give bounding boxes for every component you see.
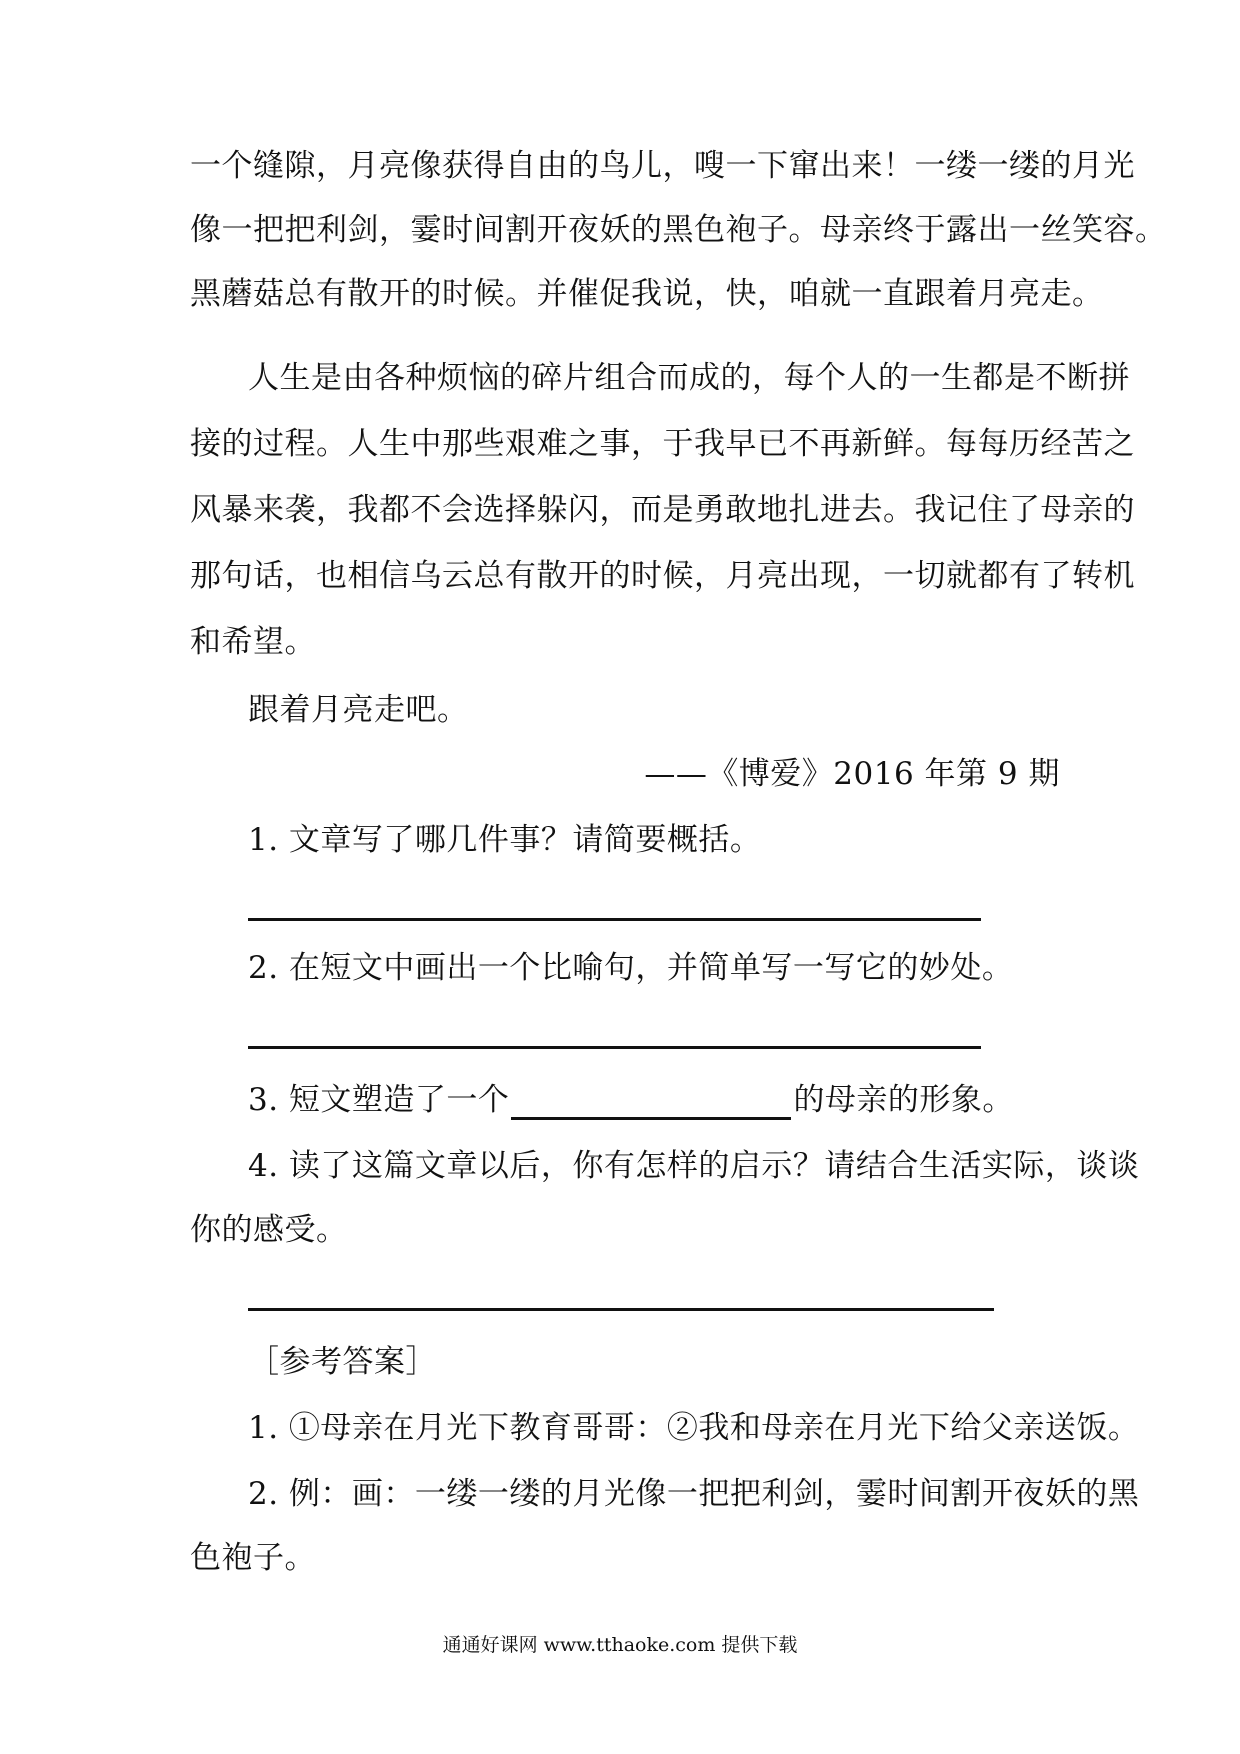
answer-2-line2: 色袍子。 (190, 1540, 316, 1576)
question-3-before: 3. 短文塑造了一个 (248, 1082, 510, 1118)
paragraph2-line5: 和希望。 (190, 624, 316, 660)
question-2: 2. 在短文中画出一个比喻句，并简单写一写它的妙处。 (248, 950, 1014, 986)
answer-blank-q3[interactable] (511, 1087, 791, 1120)
answer-1: 1. ①母亲在月光下教育哥哥：②我和母亲在月光下给父亲送饭。 (248, 1410, 1140, 1446)
answer-line-q1[interactable] (248, 918, 981, 921)
source-citation: ——《博爱》2016 年第 9 期 (644, 756, 1060, 792)
answer-line-q2[interactable] (248, 1046, 981, 1049)
paragraph1-line3: 黑蘑菇总有散开的时候。并催促我说，快，咱就一直跟着月亮走。 (190, 276, 1104, 312)
paragraph2-line3: 风暴来袭，我都不会选择躲闪，而是勇敢地扎进去。我记住了母亲的 (190, 492, 1135, 528)
page-footer: 通通好课网 www.tthaoke.com 提供下载 (442, 1634, 798, 1656)
paragraph2-line1: 人生是由各种烦恼的碎片组合而成的，每个人的一生都是不断拼 (248, 360, 1130, 396)
answers-heading: ［参考答案］ (248, 1344, 437, 1380)
paragraph1-line1: 一个缝隙，月亮像获得自由的鸟儿，嗖一下窜出来！一缕一缕的月光 (190, 148, 1135, 184)
answer-2-line1: 2. 例：画：一缕一缕的月光像一把把利剑，霎时间割开夜妖的黑 (248, 1476, 1140, 1512)
question-3-after: 的母亲的形象。 (793, 1082, 1014, 1118)
question-4-line2: 你的感受。 (190, 1212, 348, 1248)
paragraph2-line2: 接的过程。人生中那些艰难之事，于我早已不再新鲜。每每历经苦之 (190, 426, 1135, 462)
question-3 (248, 1080, 1014, 1120)
paragraph2-line4: 那句话，也相信乌云总有散开的时候，月亮出现，一切就都有了转机 (190, 558, 1135, 594)
paragraph3: 跟着月亮走吧。 (248, 692, 469, 728)
question-4-line1: 4. 读了这篇文章以后，你有怎样的启示？请结合生活实际，谈谈 (248, 1148, 1140, 1184)
question-1: 1. 文章写了哪几件事？请简要概括。 (248, 822, 762, 858)
paragraph1-line2: 像一把把利剑，霎时间割开夜妖的黑色袍子。母亲终于露出一丝笑容。 (190, 212, 1167, 248)
answer-line-q4[interactable] (248, 1308, 994, 1311)
